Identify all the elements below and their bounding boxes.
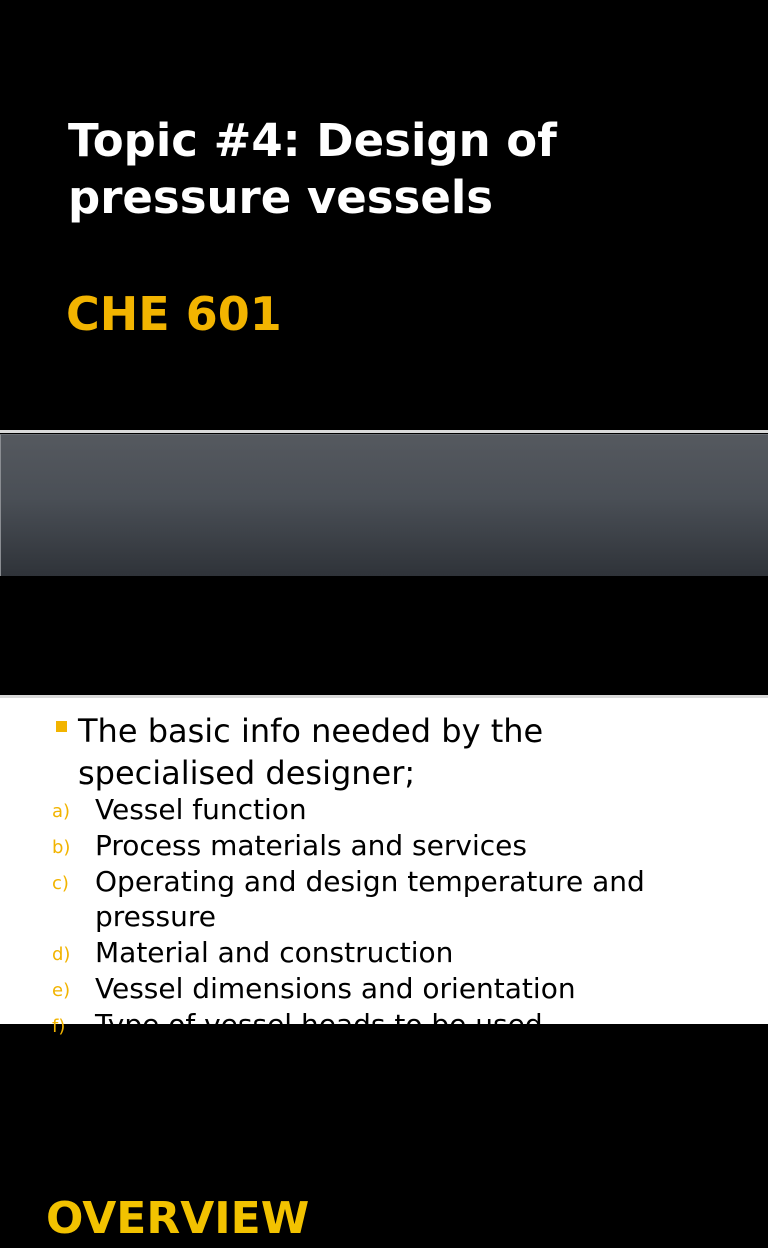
course-code: CHE 601 (66, 287, 282, 341)
list-item (52, 971, 752, 1006)
slide-gap-band (0, 434, 768, 576)
overview-heading: OVERVIEW (46, 1193, 310, 1244)
list-item-label: c) (52, 873, 69, 894)
list-item-label: d) (52, 944, 71, 965)
overview-content (0, 698, 768, 1041)
list-item-text: Operating and design temperature and pressure (95, 865, 645, 933)
square-bullet-icon (56, 721, 67, 732)
slide-divider (0, 430, 768, 433)
main-bullet-text: The basic info needed by the specialised designer; (78, 712, 544, 792)
list-item (52, 828, 752, 863)
list-item-label: a) (52, 801, 71, 822)
list-item-text: Material and construction (95, 936, 454, 969)
list-item-text: Vessel dimensions and orientation (95, 972, 576, 1005)
slide-title: Topic #4: Design of pressure vessels (68, 114, 557, 224)
main-bullet (56, 710, 716, 794)
list-item (52, 1007, 752, 1042)
list-item-label: e) (52, 980, 71, 1001)
list-item-label: b) (52, 837, 71, 858)
list-item-text: Process materials and services (95, 829, 527, 862)
list-item (52, 792, 752, 827)
list-item-text: Vessel function (95, 793, 307, 826)
list-item-text: Type of vessel heads to be used (95, 1008, 543, 1041)
title-slide (0, 0, 768, 430)
list-item-label: f) (52, 1016, 66, 1037)
list-item (52, 935, 752, 970)
requirements-list (52, 792, 752, 1043)
list-item (52, 864, 752, 934)
